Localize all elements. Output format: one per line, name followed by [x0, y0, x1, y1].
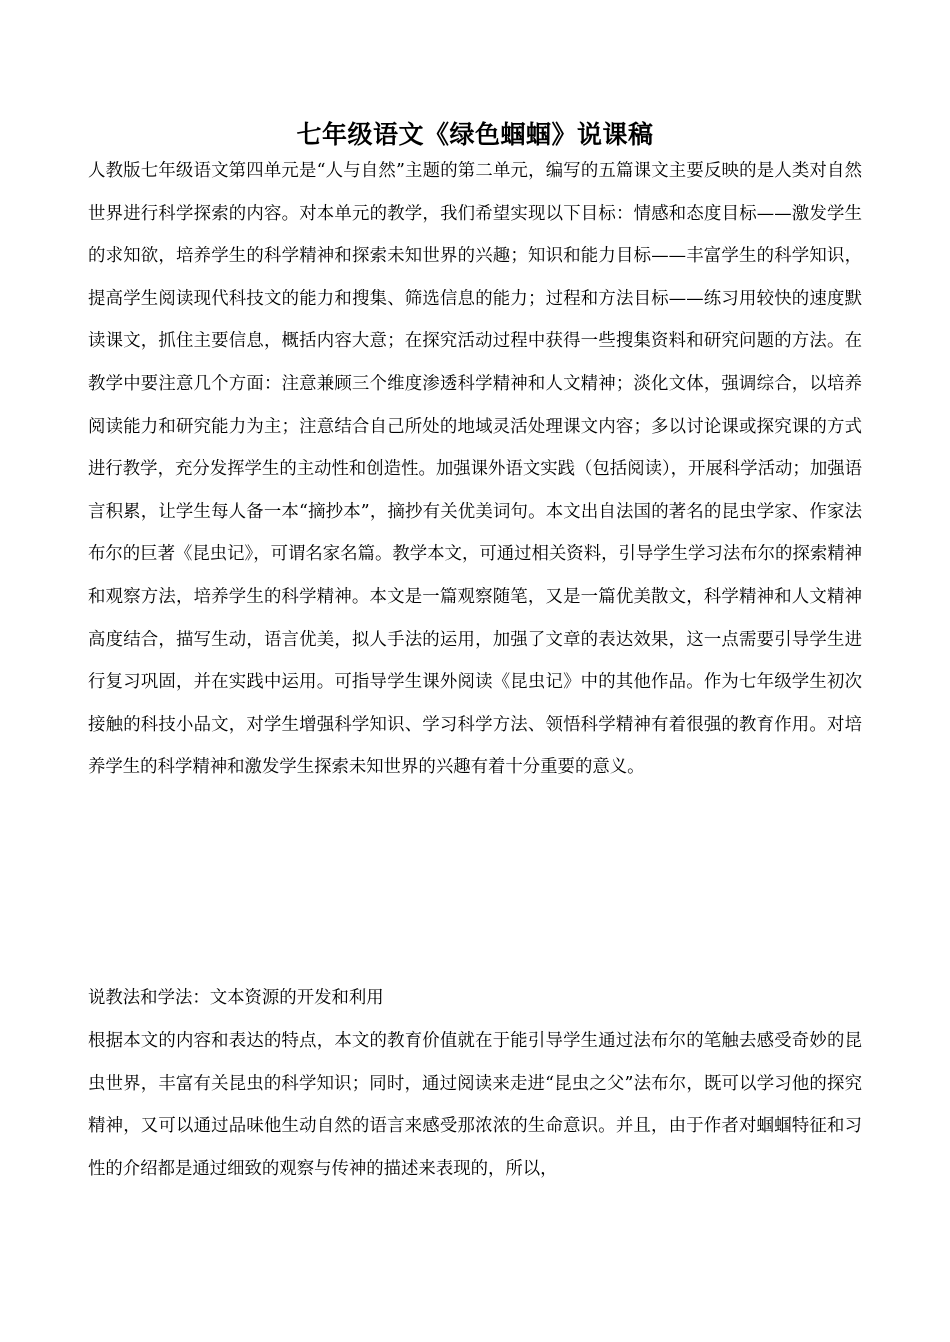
section-heading: [88, 983, 862, 1013]
teaching-method-paragraph: [88, 1020, 862, 1190]
intro-paragraph: [88, 150, 862, 789]
document-title: 七年级语文《绿色蝈蝈》说课稿: [296, 120, 654, 149]
teaching-method-paragraph-text: 根据本文的内容和表达的特点，本文的教育价值就在于能引导学生通过法布尔的笔触去感受奇妙的昆虫世界，丰富有关昆虫的科学知识；同时，通过阅读来走进“昆虫之父”法布尔，既可以学习他的探究精神，又可以通过品味他生动自然的语言来感受那浓浓的生命意识。并且，由于作者对蝈蝈特征和习性的介绍都是通过细致的观察与传神的描述来表现的，所以，: [88, 1031, 862, 1179]
intro-paragraph-text: 人教版七年级语文第四单元是“人与自然”主题的第二单元，编写的五篇课文主要反映的是人类对自然世界进行科学探索的内容。对本单元的教学，我们希望实现以下目标：情感和态度目标——激发学生的求知欲，培养学生的科学精神和探索未知世界的兴趣；知识和能力目标——丰富学生的科学知识，提高学生阅读现代科技文的能力和搜集、筛选信息的能力；过程和方法目标——练习用较快的速度默读课文，抓住主要信息，概括内容大意；在探究活动过程中获得一些搜集资料和研究问题的方法。在教学中要注意几个方面：注意兼顾三个维度渗透科学精神和人文精神；淡化文体，强调综合，以培养阅读能力和研究能力为主；注意结合自己所处的地域灵活处理课文内容；多以讨论课或探究课的方式进行教学，充分发挥学生的主动性和创造性。加强课外语文实践（包括阅读），开展科学活动；加强语言积累，让学生每人备一本“摘抄本”，摘抄有关优美词句。本文出自法国的著名的昆虫学家、作家法布尔的巨著《昆虫记》，可谓名家名篇。教学本文，可通过相关资料，引导学生学习法布尔的探索精神和观察方法，培养学生的科学精神。本文是一篇观察随笔，又是一篇优美散文，科学精神和人文精神高度结合，描写生动，语言优美，拟人手法的运用，加强了文章的表达效果，这一点需要引导学生进行复习巩固，并在实践中运用。可指导学生课外阅读《昆虫记》中的其他作品。作为七年级学生初次接触的科技小品文，对学生增强科学知识、学习科学方法、领悟科学精神有着很强的教育作用。对培养学生的科学精神和激发学生探索未知世界的兴趣有着十分重要的意义。: [88, 161, 862, 778]
section-heading-text: 说教法和学法：文本资源的开发和利用: [88, 988, 384, 1008]
